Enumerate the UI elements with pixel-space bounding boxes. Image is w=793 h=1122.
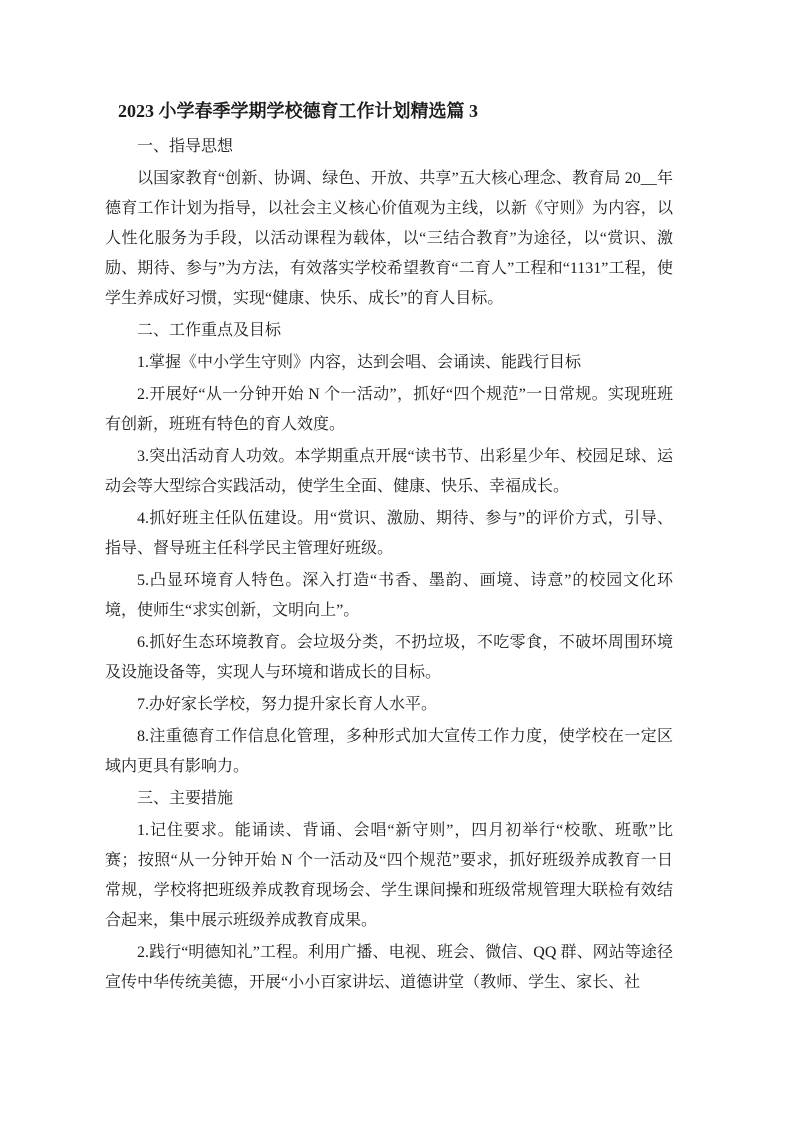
section-heading-key-points-goals: 二、工作重点及目标 bbox=[137, 322, 282, 339]
paragraph-goal-4: 4.抓好班主任队伍建设。用“赏识、激励、期待、参与”的评价方式，引导、指导、督导班主任科学民主管理好班级。 bbox=[105, 510, 673, 557]
paragraph-goal-1: 1.掌握《中小学生守则》内容，达到会唱、会诵读、能践行目标 bbox=[137, 354, 582, 371]
paragraph-goal-6: 6.抓好生态环境教育。会垃圾分类，不扔垃圾，不吃零食，不破坏周围环境及设施设备等，实现人与环境和谐成长的目标。 bbox=[105, 634, 673, 681]
section-heading-guiding-ideology: 一、指导思想 bbox=[137, 138, 234, 155]
doc-title: 2023 小学春季学期学校德育工作计划精选篇 3 bbox=[118, 101, 478, 121]
paragraph-guiding-ideology-body: 以国家教育“创新、协调、绿色、开放、共享”五大核心理念、教育局 20__年德育工作计划为指导，以社会主义核心价值观为主线，以新《守则》为内容，以人性化服务为手段，以活动课程为载体，以“三结合教育”为途径，以“赏识、激励、期待、参与”为方法，有效落实学校希望教育“二育人”工程和“1131”工程，使学生养成好习惯，实现“健康、快乐、成长”的育人目标。 bbox=[105, 170, 673, 307]
paragraph-goal-8: 8.注重德育工作信息化管理，多种形式加大宣传工作力度，使学校在一定区域内更具有影响力。 bbox=[105, 728, 673, 775]
paragraph-measure-2: 2.践行“明德知礼”工程。利用广播、电视、班会、微信、QQ 群、网站等途径宣传中华传统美德，开展“小小百家讲坛、道德讲堂（教师、学生、家长、社 bbox=[105, 944, 673, 991]
paragraph-measure-1: 1.记住要求。能诵读、背诵、会唱“新守则”，四月初举行“校歌、班歌”比赛；按照“从一分钟开始 N 个一活动及“四个规范”要求，抓好班级养成教育一日常规，学校将把班级养成教育现场会、学生课间操和班级常规管理大联检有效结合起来，集中展示班级养成教育成果。 bbox=[105, 822, 673, 929]
paragraph-goal-3: 3.突出活动育人功效。本学期重点开展“读书节、出彩星少年、校园足球、运动会等大型综合实践活动，使学生全面、健康、快乐、幸福成长。 bbox=[105, 448, 673, 495]
section-heading-main-measures: 三、主要措施 bbox=[137, 790, 234, 807]
paragraph-goal-5: 5.凸显环境育人特色。深入打造“书香、墨韵、画境、诗意”的校园文化环境，使师生“求实创新，文明向上”。 bbox=[105, 572, 673, 619]
paragraph-goal-7: 7.办好家长学校，努力提升家长育人水平。 bbox=[137, 696, 438, 713]
paragraph-goal-2: 2.开展好“从一分钟开始 N 个一活动”，抓好“四个规范”一日常规。实现班班有创新，班班有特色的育人效度。 bbox=[105, 386, 673, 433]
